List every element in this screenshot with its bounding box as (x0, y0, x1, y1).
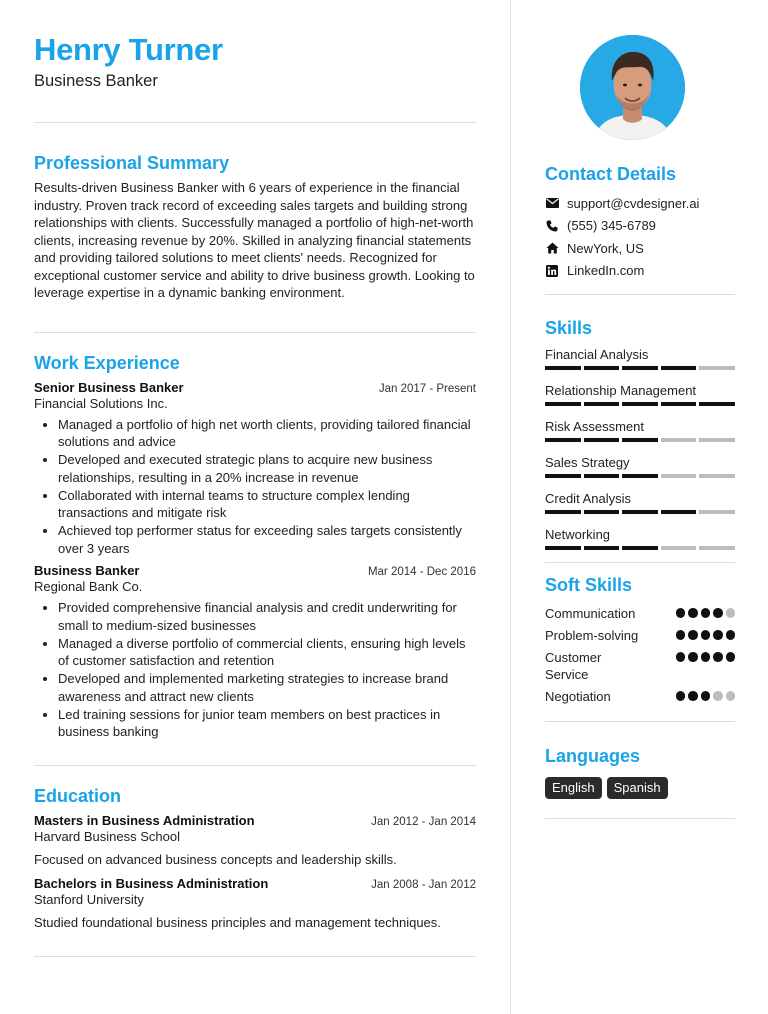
list-item: • Managed a portfolio of high net worth clients, providing tailored financial solutions and advice (58, 416, 476, 451)
skill-level-segment (622, 474, 658, 478)
skill-name: Relationship Management (545, 383, 697, 398)
skill-level-segment (699, 510, 735, 514)
home-icon (545, 241, 559, 255)
skill-level-segment (545, 438, 581, 442)
education-description: Focused on advanced business concepts and leadership skills. (34, 851, 397, 867)
soft-skill-name: Customer Service (545, 650, 602, 682)
list-item: • Developed and implemented marketing strategies to increase brand awareness and attract new clients (58, 670, 476, 705)
divider (545, 818, 735, 819)
experience-section (34, 351, 476, 741)
skill-level-segment (584, 402, 620, 406)
rating-dot (701, 652, 711, 662)
profile-photo (580, 35, 685, 140)
skill-item (545, 490, 735, 514)
soft-skill-rating (676, 691, 736, 701)
skill-level-segment (661, 402, 697, 406)
education-section (34, 784, 476, 932)
rating-dot (701, 608, 711, 618)
skill-level-segment (622, 546, 658, 550)
divider (545, 562, 735, 563)
rating-dot (688, 652, 698, 662)
summary-text: Results-driven Business Banker with 6 years of experience in the financial industry. Proven track record of exceeding sales targets and building strong relationships with clients. Successfully managed a portfolio of high-net-worth clients, increasing revenue by 20%. Skilled in analyzing financial statements and providing tailored solutions to meet clients' needs. Recognized for exceptional customer service and ability to drive business growth. Looking to leverage expertise in a dynamic banking environment. (34, 180, 475, 300)
divider (34, 765, 476, 766)
main-column (34, 30, 476, 957)
skill-level-segment (622, 510, 658, 514)
soft-skill-item (545, 688, 735, 705)
phone-icon (545, 219, 559, 233)
skill-level-segment (545, 510, 581, 514)
soft-skill-item (545, 649, 735, 683)
soft-skill-rating (676, 608, 736, 618)
job-entry (34, 563, 476, 741)
rating-dot (713, 652, 723, 662)
degree-title: Bachelors in Business Administration (34, 876, 269, 891)
contact-section (545, 162, 735, 295)
skill-name: Sales Strategy (545, 455, 630, 470)
education-entry (34, 876, 476, 932)
skills-title: Skills (545, 318, 593, 338)
languages-title: Languages (545, 746, 641, 766)
contact-linkedin-text: LinkedIn.com (567, 263, 645, 279)
list-item: • Led training sessions for junior team members on best practices in business banking (58, 706, 476, 741)
language-tag: Spanish (607, 777, 668, 799)
rating-dot (713, 608, 723, 618)
soft-skills-title: Soft Skills (545, 575, 633, 595)
degree-title: Masters in Business Administration (34, 812, 255, 828)
skill-item (545, 454, 735, 478)
education-entry (34, 813, 476, 869)
skill-level-segment (699, 546, 735, 550)
rating-dot (701, 691, 711, 701)
skill-level-segment (661, 438, 697, 442)
skill-level-segment (584, 474, 620, 478)
divider (545, 721, 735, 722)
list-item: • Achieved top performer status for exceeding sales targets consistently over 3 years (58, 522, 476, 557)
skill-level-segment (699, 438, 735, 442)
skill-level-segment (622, 402, 658, 406)
rating-dot (676, 691, 686, 701)
education-title: Education (34, 785, 122, 806)
soft-skills-section (545, 573, 735, 722)
soft-skill-rating (676, 630, 736, 640)
skill-item (545, 382, 735, 406)
skill-level-bar (545, 366, 735, 370)
contact-title: Contact Details (545, 164, 677, 184)
list-item: • Developed and executed strategic plans to acquire new business relationships, resulting in a 20% increase in revenue (58, 451, 476, 486)
skill-level-segment (699, 366, 735, 370)
skill-level-segment (545, 546, 581, 550)
skill-name: Networking (545, 527, 611, 542)
skill-level-bar (545, 510, 735, 514)
rating-dot (688, 691, 698, 701)
skill-level-segment (545, 366, 581, 370)
rating-dot (676, 608, 686, 618)
skill-level-segment (584, 546, 620, 550)
job-entry (34, 380, 476, 558)
job-title: Senior Business Banker (34, 379, 184, 395)
divider (34, 332, 476, 333)
skill-level-bar (545, 402, 735, 406)
contact-phone-text: (555) 345-6789 (567, 218, 656, 234)
job-title: Business Banker (34, 563, 140, 578)
job-bullets (34, 416, 476, 558)
school-name: Stanford University (34, 892, 144, 907)
rating-dot (726, 608, 736, 618)
skill-item (545, 418, 735, 442)
envelope-icon (545, 196, 559, 210)
skill-level-segment (622, 438, 658, 442)
skill-level-segment (545, 402, 581, 406)
skills-section (545, 316, 735, 563)
rating-dot (701, 630, 711, 640)
contact-location (545, 237, 735, 260)
skill-level-segment (661, 366, 697, 370)
education-description: Studied foundational business principles and management techniques. (34, 915, 441, 930)
skill-level-segment (699, 474, 735, 478)
rating-dot (688, 608, 698, 618)
contact-location-text: NewYork, US (567, 240, 644, 256)
skills-list (545, 346, 735, 550)
skill-level-segment (622, 366, 658, 370)
skill-level-segment (661, 510, 697, 514)
job-bullets (34, 599, 476, 741)
education-date: Jan 2008 - Jan 2012 (371, 879, 476, 891)
summary-title: Professional Summary (34, 153, 230, 173)
soft-skill-item (545, 605, 735, 622)
skill-level-segment (661, 474, 697, 478)
skill-level-bar (545, 438, 735, 442)
skill-name: Financial Analysis (545, 347, 649, 362)
candidate-name: Henry Turner (34, 32, 223, 67)
skill-level-segment (661, 546, 697, 550)
skill-level-segment (699, 402, 735, 406)
skill-level-segment (584, 438, 620, 442)
job-date: Jan 2017 - Present (378, 382, 476, 395)
soft-skill-name: Problem-solving (545, 628, 639, 643)
skill-name: Credit Analysis (545, 491, 631, 506)
rating-dot (713, 691, 723, 701)
skill-item (545, 346, 735, 370)
candidate-role: Business Banker (34, 72, 158, 90)
rating-dot (713, 630, 723, 640)
soft-skill-item (545, 627, 735, 644)
rating-dot (726, 691, 736, 701)
rating-dot (688, 630, 698, 640)
job-organization: Regional Bank Co. (34, 579, 143, 594)
skill-level-segment (545, 474, 581, 478)
skill-name: Risk Assessment (545, 419, 644, 434)
soft-skills-list (545, 605, 735, 705)
skill-level-bar (545, 546, 735, 550)
list-item: • Provided comprehensive financial analysis and credit underwriting for small to medium-sized businesses (58, 599, 476, 634)
column-divider (510, 0, 511, 1014)
contact-phone[interactable] (545, 215, 735, 238)
rating-dot (726, 652, 736, 662)
divider (34, 956, 476, 957)
job-date: Mar 2014 - Dec 2016 (367, 566, 476, 578)
job-organization: Financial Solutions Inc. (34, 395, 168, 411)
contact-linkedin[interactable] (545, 260, 735, 283)
language-tag: English (545, 777, 602, 799)
contact-email-text: support@cvdesigner.ai (567, 195, 700, 211)
list-item: • Collaborated with internal teams to structure complex lending transactions and mitigate risk (58, 487, 476, 522)
education-date: Jan 2012 - Jan 2014 (371, 815, 476, 828)
divider (545, 294, 735, 295)
skill-level-segment (584, 510, 620, 514)
skill-level-segment (584, 366, 620, 370)
list-item: • Managed a diverse portfolio of commercial clients, ensuring high levels of customer satisfaction and retention (58, 635, 476, 670)
skill-item (545, 526, 735, 550)
divider (34, 122, 476, 123)
school-name: Harvard Business School (34, 828, 180, 844)
rating-dot (676, 630, 686, 640)
skill-level-bar (545, 474, 735, 478)
experience-title: Work Experience (34, 352, 180, 373)
rating-dot (726, 630, 736, 640)
summary-section (34, 151, 476, 302)
languages-section (545, 744, 735, 819)
soft-skill-name: Negotiation (545, 689, 611, 704)
soft-skill-name: Communication (545, 606, 636, 621)
rating-dot (676, 652, 686, 662)
soft-skill-rating (676, 652, 736, 662)
contact-email[interactable] (545, 192, 735, 215)
linkedin-icon (545, 264, 559, 278)
